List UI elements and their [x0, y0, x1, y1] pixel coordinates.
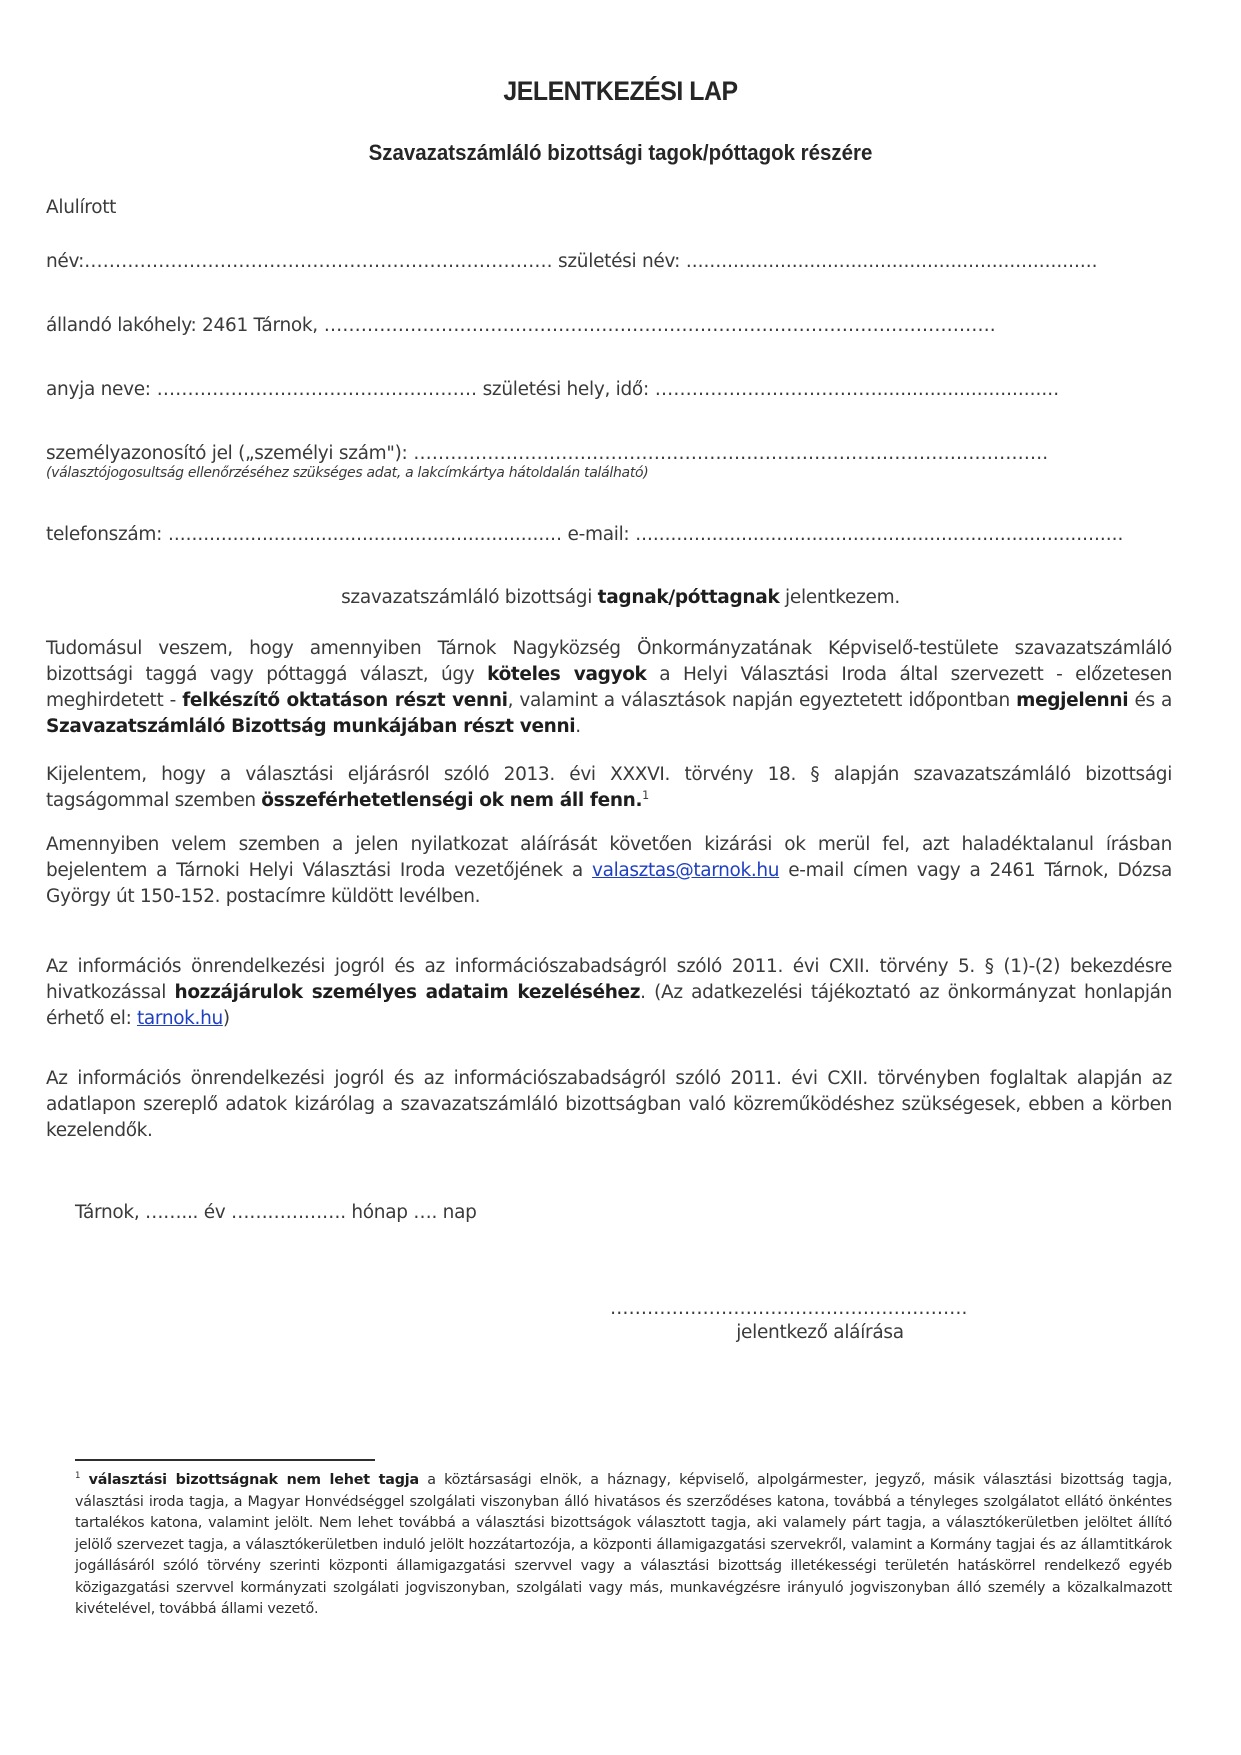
- footnote-bold: választási bizottságnak nem lehet tagja: [88, 1472, 419, 1488]
- para1-text: Tudomásul veszem, hogy amennyiben Tárnok Nagyközség Önkormányzatának Képviselő-testülete szavazatszámláló bizottsági taggá vagy póttaggá választ, úgy: [46, 638, 1172, 685]
- para1-text: , valamint a választások napján egyeztetett időpontban: [507, 690, 1017, 711]
- para1-bold: megjelenni: [1016, 690, 1129, 711]
- footnote: [75, 1470, 1172, 1621]
- paragraph-obligations: [46, 636, 1172, 740]
- paragraph-exclusion: [46, 832, 1172, 910]
- footnote-text: a köztársasági elnök, a háznagy, képviselő, alpolgármester, jegyző, másik választási bizottság tagja, választási iroda tagja, a Magyar Honvédséggel szolgálati viszonyban álló hivatásos és szerződéses katona, továbbá a tényleges szolgálatot ellátó önkéntes tartalékos katona, valamint jelölt. Nem lehet továbbá a választási bizottságok választott tagja, aki valamely párt tagja, a választókerületben jelöltet állító jelölő szervezet tagja, a választókerületben induló jelölt hozzátartozója, a központi államigazgatási szervekről, valamint a Kormány tagjai és az államtitkárok jogállásáról szóló törvény szerinti központi államigazgatási szervvel vagy a választási bizottság illetékességi területén hatáskörrel rendelkező egyéb közigazgatási szervvel kormányzati szolgálati jogviszonyban, szolgálati vagy más, munkavégzésre irányuló jogviszonyban álló személy a közalkalmazott kivételével, továbbá állami vezető.: [75, 1472, 1172, 1617]
- footnote-reference[interactable]: 1: [642, 788, 649, 802]
- para2-bold: összeférhetetlenségi ok nem áll fenn.: [261, 790, 643, 811]
- birth-name-field[interactable]: ......................................................................: [680, 251, 1098, 272]
- declaration-text-end: jelentkezem.: [779, 587, 900, 608]
- para2-text: Kijelentem, hogy a választási eljárásról szóló 2013. évi XXXVI. törvény 18. § alapján szavazatszámláló bizottsági tagságommal szemben: [46, 764, 1172, 811]
- para3-text: Amennyiben velem szemben a jelen nyilatkozat aláírását követően kizárási ok merül fel, azt haladéktalanul írásban bejelentem a Tárnoki Helyi Választási Iroda vezetőjének a: [46, 834, 1172, 881]
- birth-place-field[interactable]: ………………………………...............................: [648, 379, 1060, 400]
- email-field[interactable]: ...................................................................................: [629, 524, 1124, 545]
- birth-name-label: születési név:: [552, 251, 681, 272]
- paragraph-incompatibility: [46, 762, 1172, 814]
- para4-text: ): [222, 1008, 230, 1029]
- paragraph-data-usage: Az információs önrendelkezési jogról és az információszabadságról szóló 2011. évi CXII. törvényben foglaltak alapján az adatlapon szereplő adatok kizárólag a szavazatszámláló bizottságban való közreműködéshez szükségesek, ebben a körben kezelendők.: [46, 1068, 1172, 1141]
- email-label: e-mail:: [561, 524, 630, 545]
- para1-bold: köteles vagyok: [487, 664, 647, 685]
- para1-text: a Helyi Választási Iroda által szervezett - előzetesen meghirdetett -: [46, 664, 1172, 711]
- footnote-number: 1: [75, 1471, 81, 1482]
- para3-text: e-mail címen vagy a 2461 Tárnok, Dózsa György út 150-152. postacímre küldött levélben.: [46, 860, 1172, 907]
- footnote-separator: [75, 1459, 375, 1461]
- website-link[interactable]: tarnok.hu: [137, 1008, 223, 1029]
- name-row: [46, 251, 1098, 272]
- intro-text: Alulírott: [46, 197, 117, 218]
- para4-bold: hozzájárulok személyes adataim kezeléséhez: [174, 982, 641, 1003]
- residence-label: állandó lakóhely: 2461 Tárnok,: [46, 315, 318, 336]
- personal-id-note: (választójogosultság ellenőrzéséhez szükséges adat, a lakcímkártya hátoldalán található): [46, 465, 649, 481]
- declaration-text: szavazatszámláló bizottsági: [341, 587, 598, 608]
- declaration-line: [0, 587, 1241, 608]
- personal-id-label: személyazonosító jel („személyi szám"):: [46, 443, 408, 464]
- email-link[interactable]: valasztas@tarnok.hu: [592, 860, 780, 881]
- declaration-bold: tagnak/póttagnak: [597, 587, 780, 608]
- name-label: név:: [46, 251, 85, 272]
- phone-label: telefonszám:: [46, 524, 163, 545]
- para1-text: és a: [1128, 690, 1173, 711]
- paragraph-consent: [46, 954, 1172, 1032]
- name-field[interactable]: ………………………………………………………………….: [84, 251, 553, 272]
- phone-field[interactable]: ...................................................................: [162, 524, 562, 545]
- page-subtitle: Szavazatszámláló bizottsági tagok/póttagok részére: [368, 140, 873, 165]
- personal-id-row: [46, 443, 1048, 464]
- para1-bold: Szavazatszámláló Bizottság munkájában részt venni: [46, 716, 576, 737]
- signature-label: jelentkező aláírása: [736, 1322, 904, 1343]
- residence-field[interactable]: ……………………………………………………………………………………………….: [317, 315, 996, 336]
- signature-field[interactable]: ………………………………………………….: [610, 1298, 968, 1319]
- mother-name-row: [46, 379, 1059, 400]
- birth-place-label: születési hely, idő:: [477, 379, 649, 400]
- para4-text: Az információs önrendelkezési jogról és az információszabadságról szóló 2011. évi CXII. törvény 5. § (1)-(2) bekezdésre hivatkozással: [46, 956, 1172, 1003]
- para1-bold: felkészítő oktatáson részt venni: [182, 690, 508, 711]
- residence-row: [46, 315, 996, 336]
- para1-text: .: [575, 716, 581, 737]
- personal-id-field[interactable]: ………………………………………………………………………………………….: [407, 443, 1049, 464]
- mother-name-field[interactable]: …………………………………………….: [150, 379, 478, 400]
- page-title: JELENTKEZÉSI LAP: [503, 76, 738, 106]
- para4-text: . (Az adatkezelési tájékoztató az önkormányzat honlapján érhető el:: [46, 982, 1172, 1029]
- mother-name-label: anyja neve:: [46, 379, 151, 400]
- date-line[interactable]: Tárnok, ……... év ………………. hónap …. nap: [75, 1202, 477, 1223]
- contact-row: [46, 524, 1123, 545]
